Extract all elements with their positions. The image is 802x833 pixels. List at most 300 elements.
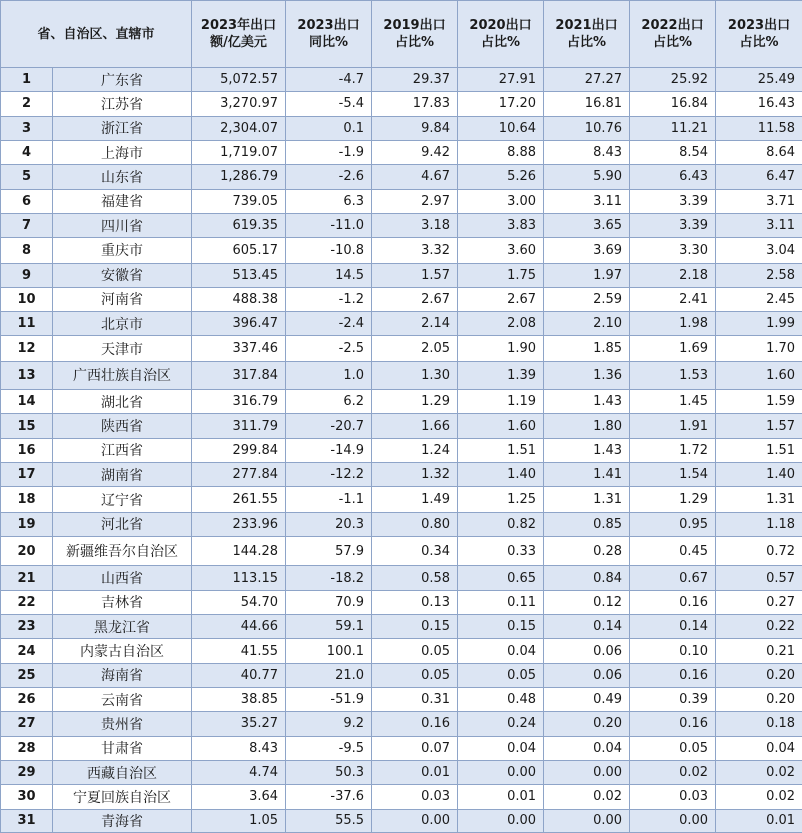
share-2019-cell: 0.01 xyxy=(372,760,458,784)
header-text-line: 2019出口 xyxy=(383,18,446,33)
share-2022-cell: 1.53 xyxy=(630,361,716,389)
share-2023-cell: 0.04 xyxy=(716,736,802,760)
share-2021-cell: 8.43 xyxy=(544,140,630,164)
share-2020-cell: 0.04 xyxy=(458,736,544,760)
province-cell: 山东省 xyxy=(53,165,192,189)
export-value-cell: 233.96 xyxy=(192,512,286,536)
province-cell: 云南省 xyxy=(53,687,192,711)
yoy-2023-cell: -37.6 xyxy=(286,785,372,809)
share-2019-cell: 1.49 xyxy=(372,487,458,512)
province-cell: 北京市 xyxy=(53,312,192,336)
header-share-2022 xyxy=(630,1,716,68)
share-2021-cell: 1.43 xyxy=(544,438,630,462)
table-row xyxy=(1,92,802,116)
rank-cell: 27 xyxy=(1,712,53,736)
table-row xyxy=(1,487,802,512)
header-text-line: 同比% xyxy=(309,35,349,50)
share-2019-cell: 3.32 xyxy=(372,238,458,263)
share-2019-cell: 1.66 xyxy=(372,414,458,438)
share-2022-cell: 0.67 xyxy=(630,566,716,590)
province-cell: 江西省 xyxy=(53,438,192,462)
export-value-cell: 337.46 xyxy=(192,336,286,361)
export-value-cell: 54.70 xyxy=(192,590,286,614)
table-row xyxy=(1,213,802,237)
table-row xyxy=(1,140,802,164)
share-2019-cell: 0.16 xyxy=(372,712,458,736)
share-2022-cell: 0.02 xyxy=(630,760,716,784)
header-text-line: 占比% xyxy=(739,35,779,50)
share-2021-cell: 0.00 xyxy=(544,760,630,784)
rank-cell: 7 xyxy=(1,213,53,237)
table-row xyxy=(1,537,802,566)
share-2023-cell: 0.22 xyxy=(716,615,802,639)
province-cell: 湖北省 xyxy=(53,390,192,414)
share-2020-cell: 1.60 xyxy=(458,414,544,438)
export-value-cell: 38.85 xyxy=(192,687,286,711)
yoy-2023-cell: -14.9 xyxy=(286,438,372,462)
share-2019-cell: 9.42 xyxy=(372,140,458,164)
header-row xyxy=(1,1,802,68)
share-2021-cell: 16.81 xyxy=(544,92,630,116)
share-2023-cell: 1.59 xyxy=(716,390,802,414)
table-row xyxy=(1,736,802,760)
rank-cell: 18 xyxy=(1,487,53,512)
share-2021-cell: 0.28 xyxy=(544,537,630,566)
province-cell: 浙江省 xyxy=(53,116,192,140)
table-row xyxy=(1,512,802,536)
share-2023-cell: 25.49 xyxy=(716,68,802,92)
rank-cell: 23 xyxy=(1,615,53,639)
share-2023-cell: 0.02 xyxy=(716,760,802,784)
province-cell: 黑龙江省 xyxy=(53,615,192,639)
rank-cell: 16 xyxy=(1,438,53,462)
yoy-2023-cell: -4.7 xyxy=(286,68,372,92)
share-2019-cell: 0.31 xyxy=(372,687,458,711)
rank-cell: 11 xyxy=(1,312,53,336)
header-text-line: 2023年出口 xyxy=(200,18,277,33)
share-2023-cell: 0.21 xyxy=(716,639,802,663)
rank-cell: 1 xyxy=(1,68,53,92)
table-body xyxy=(1,68,802,833)
share-2020-cell: 0.05 xyxy=(458,663,544,687)
share-2022-cell: 0.00 xyxy=(630,809,716,832)
share-2019-cell: 1.24 xyxy=(372,438,458,462)
share-2021-cell: 0.84 xyxy=(544,566,630,590)
share-2019-cell: 2.97 xyxy=(372,189,458,213)
share-2019-cell: 1.32 xyxy=(372,463,458,487)
province-cell: 新疆维吾尔自治区 xyxy=(53,537,192,566)
share-2022-cell: 1.45 xyxy=(630,390,716,414)
share-2020-cell: 0.11 xyxy=(458,590,544,614)
rank-cell: 9 xyxy=(1,263,53,287)
export-value-cell: 4.74 xyxy=(192,760,286,784)
export-value-cell: 317.84 xyxy=(192,361,286,389)
share-2019-cell: 2.05 xyxy=(372,336,458,361)
share-2021-cell: 1.80 xyxy=(544,414,630,438)
rank-cell: 14 xyxy=(1,390,53,414)
table-row xyxy=(1,361,802,389)
rank-cell: 31 xyxy=(1,809,53,832)
share-2023-cell: 3.11 xyxy=(716,213,802,237)
share-2019-cell: 1.30 xyxy=(372,361,458,389)
share-2020-cell: 3.60 xyxy=(458,238,544,263)
export-value-cell: 3.64 xyxy=(192,785,286,809)
table-row xyxy=(1,68,802,92)
yoy-2023-cell: 50.3 xyxy=(286,760,372,784)
yoy-2023-cell: 6.2 xyxy=(286,390,372,414)
export-value-cell: 619.35 xyxy=(192,213,286,237)
province-cell: 贵州省 xyxy=(53,712,192,736)
table-row xyxy=(1,785,802,809)
header-text-line: 2023出口 xyxy=(297,18,360,33)
yoy-2023-cell: 57.9 xyxy=(286,537,372,566)
share-2021-cell: 0.06 xyxy=(544,639,630,663)
share-2021-cell: 1.41 xyxy=(544,463,630,487)
export-value-cell: 316.79 xyxy=(192,390,286,414)
export-value-cell: 1,286.79 xyxy=(192,165,286,189)
share-2020-cell: 27.91 xyxy=(458,68,544,92)
share-2022-cell: 6.43 xyxy=(630,165,716,189)
table-row xyxy=(1,566,802,590)
yoy-2023-cell: 6.3 xyxy=(286,189,372,213)
yoy-2023-cell: 0.1 xyxy=(286,116,372,140)
share-2020-cell: 1.25 xyxy=(458,487,544,512)
table-row xyxy=(1,463,802,487)
share-2021-cell: 1.85 xyxy=(544,336,630,361)
share-2023-cell: 2.58 xyxy=(716,263,802,287)
rank-cell: 24 xyxy=(1,639,53,663)
share-2020-cell: 0.24 xyxy=(458,712,544,736)
share-2021-cell: 1.31 xyxy=(544,487,630,512)
table-row xyxy=(1,438,802,462)
export-value-cell: 35.27 xyxy=(192,712,286,736)
province-cell: 天津市 xyxy=(53,336,192,361)
yoy-2023-cell: -20.7 xyxy=(286,414,372,438)
share-2019-cell: 1.57 xyxy=(372,263,458,287)
share-2023-cell: 0.20 xyxy=(716,687,802,711)
share-2020-cell: 5.26 xyxy=(458,165,544,189)
share-2023-cell: 11.58 xyxy=(716,116,802,140)
rank-cell: 15 xyxy=(1,414,53,438)
share-2019-cell: 4.67 xyxy=(372,165,458,189)
share-2019-cell: 0.15 xyxy=(372,615,458,639)
yoy-2023-cell: -2.5 xyxy=(286,336,372,361)
share-2022-cell: 0.95 xyxy=(630,512,716,536)
export-value-cell: 2,304.07 xyxy=(192,116,286,140)
yoy-2023-cell: -1.9 xyxy=(286,140,372,164)
share-2021-cell: 27.27 xyxy=(544,68,630,92)
province-cell: 河南省 xyxy=(53,287,192,311)
table-row xyxy=(1,312,802,336)
province-cell: 河北省 xyxy=(53,512,192,536)
export-value-cell: 5,072.57 xyxy=(192,68,286,92)
table-row xyxy=(1,809,802,832)
table-row xyxy=(1,336,802,361)
share-2021-cell: 1.97 xyxy=(544,263,630,287)
header-text-line: 占比% xyxy=(395,35,435,50)
share-2022-cell: 0.10 xyxy=(630,639,716,663)
share-2019-cell: 0.58 xyxy=(372,566,458,590)
share-2021-cell: 0.85 xyxy=(544,512,630,536)
export-value-cell: 3,270.97 xyxy=(192,92,286,116)
header-text-line: 2023出口 xyxy=(727,18,791,33)
export-value-cell: 44.66 xyxy=(192,615,286,639)
yoy-2023-cell: 20.3 xyxy=(286,512,372,536)
share-2019-cell: 29.37 xyxy=(372,68,458,92)
share-2023-cell: 1.40 xyxy=(716,463,802,487)
share-2022-cell: 3.39 xyxy=(630,189,716,213)
share-2020-cell: 3.00 xyxy=(458,189,544,213)
province-cell: 吉林省 xyxy=(53,590,192,614)
rank-cell: 20 xyxy=(1,537,53,566)
share-2023-cell: 1.60 xyxy=(716,361,802,389)
table-row xyxy=(1,639,802,663)
share-2021-cell: 3.11 xyxy=(544,189,630,213)
share-2020-cell: 0.33 xyxy=(458,537,544,566)
rank-cell: 8 xyxy=(1,238,53,263)
rank-cell: 6 xyxy=(1,189,53,213)
yoy-2023-cell: -1.1 xyxy=(286,487,372,512)
province-cell: 山西省 xyxy=(53,566,192,590)
share-2019-cell: 0.07 xyxy=(372,736,458,760)
rank-cell: 12 xyxy=(1,336,53,361)
share-2022-cell: 1.91 xyxy=(630,414,716,438)
share-2019-cell: 0.34 xyxy=(372,537,458,566)
share-2020-cell: 1.75 xyxy=(458,263,544,287)
share-2023-cell: 1.57 xyxy=(716,414,802,438)
header-export-value xyxy=(192,1,286,68)
share-2021-cell: 0.49 xyxy=(544,687,630,711)
share-2019-cell: 0.05 xyxy=(372,639,458,663)
table-row xyxy=(1,414,802,438)
share-2019-cell: 1.29 xyxy=(372,390,458,414)
share-2020-cell: 1.39 xyxy=(458,361,544,389)
header-text-line: 2020出口 xyxy=(469,18,532,33)
yoy-2023-cell: 59.1 xyxy=(286,615,372,639)
export-value-cell: 144.28 xyxy=(192,537,286,566)
yoy-2023-cell: -51.9 xyxy=(286,687,372,711)
share-2023-cell: 3.71 xyxy=(716,189,802,213)
table-row xyxy=(1,263,802,287)
rank-cell: 29 xyxy=(1,760,53,784)
share-2020-cell: 0.00 xyxy=(458,809,544,832)
export-value-cell: 513.45 xyxy=(192,263,286,287)
share-2023-cell: 1.51 xyxy=(716,438,802,462)
share-2023-cell: 8.64 xyxy=(716,140,802,164)
share-2023-cell: 0.27 xyxy=(716,590,802,614)
share-2021-cell: 1.43 xyxy=(544,390,630,414)
share-2021-cell: 0.02 xyxy=(544,785,630,809)
export-value-cell: 8.43 xyxy=(192,736,286,760)
yoy-2023-cell: -2.6 xyxy=(286,165,372,189)
province-cell: 西藏自治区 xyxy=(53,760,192,784)
share-2019-cell: 0.00 xyxy=(372,809,458,832)
share-2020-cell: 0.65 xyxy=(458,566,544,590)
share-2019-cell: 2.67 xyxy=(372,287,458,311)
table-row xyxy=(1,165,802,189)
yoy-2023-cell: -11.0 xyxy=(286,213,372,237)
rank-cell: 30 xyxy=(1,785,53,809)
share-2022-cell: 3.30 xyxy=(630,238,716,263)
rank-cell: 4 xyxy=(1,140,53,164)
rank-cell: 5 xyxy=(1,165,53,189)
share-2020-cell: 0.15 xyxy=(458,615,544,639)
share-2022-cell: 8.54 xyxy=(630,140,716,164)
table-row xyxy=(1,287,802,311)
share-2023-cell: 0.72 xyxy=(716,537,802,566)
share-2020-cell: 10.64 xyxy=(458,116,544,140)
province-cell: 安徽省 xyxy=(53,263,192,287)
share-2021-cell: 0.12 xyxy=(544,590,630,614)
export-value-cell: 396.47 xyxy=(192,312,286,336)
share-2022-cell: 11.21 xyxy=(630,116,716,140)
share-2023-cell: 16.43 xyxy=(716,92,802,116)
province-cell: 辽宁省 xyxy=(53,487,192,512)
export-value-cell: 739.05 xyxy=(192,189,286,213)
share-2023-cell: 0.57 xyxy=(716,566,802,590)
table-row xyxy=(1,712,802,736)
province-cell: 青海省 xyxy=(53,809,192,832)
share-2021-cell: 0.14 xyxy=(544,615,630,639)
export-value-cell: 277.84 xyxy=(192,463,286,487)
province-cell: 重庆市 xyxy=(53,238,192,263)
share-2020-cell: 0.48 xyxy=(458,687,544,711)
table-row xyxy=(1,687,802,711)
export-value-cell: 488.38 xyxy=(192,287,286,311)
table-row xyxy=(1,590,802,614)
share-2022-cell: 2.41 xyxy=(630,287,716,311)
rank-cell: 26 xyxy=(1,687,53,711)
export-value-cell: 261.55 xyxy=(192,487,286,512)
share-2020-cell: 0.00 xyxy=(458,760,544,784)
province-cell: 湖南省 xyxy=(53,463,192,487)
export-value-cell: 1.05 xyxy=(192,809,286,832)
province-cell: 江苏省 xyxy=(53,92,192,116)
header-share-2021 xyxy=(544,1,630,68)
rank-cell: 21 xyxy=(1,566,53,590)
share-2021-cell: 0.00 xyxy=(544,809,630,832)
share-2020-cell: 0.01 xyxy=(458,785,544,809)
share-2022-cell: 0.05 xyxy=(630,736,716,760)
export-value-cell: 40.77 xyxy=(192,663,286,687)
export-value-cell: 299.84 xyxy=(192,438,286,462)
table-row xyxy=(1,760,802,784)
yoy-2023-cell: 100.1 xyxy=(286,639,372,663)
share-2022-cell: 0.16 xyxy=(630,663,716,687)
share-2022-cell: 0.14 xyxy=(630,615,716,639)
province-cell: 海南省 xyxy=(53,663,192,687)
header-share-2023 xyxy=(716,1,802,68)
share-2023-cell: 0.01 xyxy=(716,809,802,832)
rank-cell: 25 xyxy=(1,663,53,687)
share-2022-cell: 0.03 xyxy=(630,785,716,809)
province-cell: 内蒙古自治区 xyxy=(53,639,192,663)
header-text-line: 2022出口 xyxy=(641,18,704,33)
share-2022-cell: 16.84 xyxy=(630,92,716,116)
yoy-2023-cell: 14.5 xyxy=(286,263,372,287)
table-row xyxy=(1,189,802,213)
export-value-cell: 311.79 xyxy=(192,414,286,438)
share-2020-cell: 2.67 xyxy=(458,287,544,311)
header-text-line: 省、自治区、直辖市 xyxy=(37,26,155,42)
share-2023-cell: 1.99 xyxy=(716,312,802,336)
share-2020-cell: 3.83 xyxy=(458,213,544,237)
yoy-2023-cell: -9.5 xyxy=(286,736,372,760)
share-2021-cell: 2.10 xyxy=(544,312,630,336)
share-2019-cell: 9.84 xyxy=(372,116,458,140)
share-2022-cell: 0.39 xyxy=(630,687,716,711)
header-text-line: 占比% xyxy=(653,35,693,50)
yoy-2023-cell: -12.2 xyxy=(286,463,372,487)
header-yoy-2023 xyxy=(286,1,372,68)
share-2019-cell: 17.83 xyxy=(372,92,458,116)
share-2022-cell: 1.72 xyxy=(630,438,716,462)
share-2019-cell: 0.13 xyxy=(372,590,458,614)
export-value-cell: 1,719.07 xyxy=(192,140,286,164)
rank-cell: 13 xyxy=(1,361,53,389)
rank-cell: 17 xyxy=(1,463,53,487)
province-cell: 广东省 xyxy=(53,68,192,92)
yoy-2023-cell: -5.4 xyxy=(286,92,372,116)
yoy-2023-cell: 21.0 xyxy=(286,663,372,687)
share-2023-cell: 2.45 xyxy=(716,287,802,311)
share-2020-cell: 17.20 xyxy=(458,92,544,116)
share-2022-cell: 1.98 xyxy=(630,312,716,336)
province-cell: 四川省 xyxy=(53,213,192,237)
share-2021-cell: 10.76 xyxy=(544,116,630,140)
share-2019-cell: 0.05 xyxy=(372,663,458,687)
share-2021-cell: 3.69 xyxy=(544,238,630,263)
share-2022-cell: 0.16 xyxy=(630,590,716,614)
province-cell: 甘肃省 xyxy=(53,736,192,760)
table-row xyxy=(1,390,802,414)
province-cell: 陕西省 xyxy=(53,414,192,438)
share-2021-cell: 3.65 xyxy=(544,213,630,237)
rank-cell: 10 xyxy=(1,287,53,311)
share-2023-cell: 1.18 xyxy=(716,512,802,536)
share-2022-cell: 3.39 xyxy=(630,213,716,237)
share-2023-cell: 0.20 xyxy=(716,663,802,687)
rank-cell: 19 xyxy=(1,512,53,536)
share-2021-cell: 0.20 xyxy=(544,712,630,736)
header-province xyxy=(1,1,192,68)
table-header xyxy=(1,1,802,68)
province-cell: 福建省 xyxy=(53,189,192,213)
share-2022-cell: 2.18 xyxy=(630,263,716,287)
table-row xyxy=(1,615,802,639)
export-value-cell: 605.17 xyxy=(192,238,286,263)
yoy-2023-cell: -10.8 xyxy=(286,238,372,263)
yoy-2023-cell: -1.2 xyxy=(286,287,372,311)
share-2019-cell: 0.80 xyxy=(372,512,458,536)
header-text-line: 占比% xyxy=(481,35,521,50)
rank-cell: 2 xyxy=(1,92,53,116)
yoy-2023-cell: 1.0 xyxy=(286,361,372,389)
share-2023-cell: 1.31 xyxy=(716,487,802,512)
share-2019-cell: 2.14 xyxy=(372,312,458,336)
share-2020-cell: 1.19 xyxy=(458,390,544,414)
share-2020-cell: 1.51 xyxy=(458,438,544,462)
share-2021-cell: 2.59 xyxy=(544,287,630,311)
share-2022-cell: 1.54 xyxy=(630,463,716,487)
table-row xyxy=(1,663,802,687)
share-2020-cell: 0.04 xyxy=(458,639,544,663)
export-value-cell: 41.55 xyxy=(192,639,286,663)
rank-cell: 22 xyxy=(1,590,53,614)
table-row xyxy=(1,116,802,140)
header-text-line: 额/亿美元 xyxy=(210,35,267,50)
yoy-2023-cell: 70.9 xyxy=(286,590,372,614)
